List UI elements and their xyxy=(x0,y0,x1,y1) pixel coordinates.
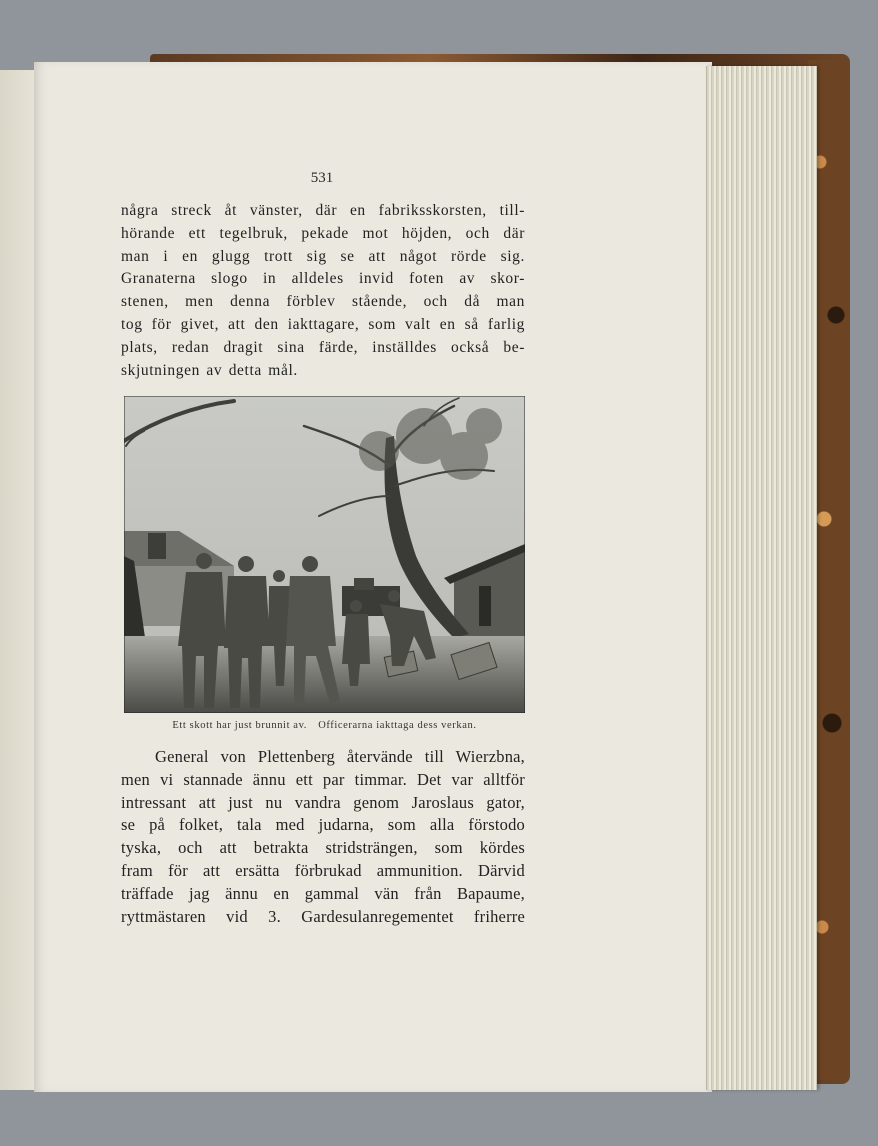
text-line: se på folket, tala med judarna, som alla förstodo xyxy=(121,815,525,835)
caption-part-2: Officerarna iakttaga dess verkan. xyxy=(318,720,477,731)
text-line: General von Plettenberg återvände till Wierzbna, xyxy=(155,747,525,766)
photograph-soldiers-tree xyxy=(124,396,525,713)
text-line: skjutningen av detta mål. xyxy=(121,361,298,379)
top-paragraph xyxy=(121,200,525,382)
text-line: fram för att ersätta förbrukad ammunition. Därvid xyxy=(121,860,525,880)
caption-part-1: Ett skott har just brunnit av. xyxy=(172,720,307,731)
text-line: några streck åt vänster, där en fabriksskorsten, till- xyxy=(121,202,525,219)
photo-caption xyxy=(124,720,525,731)
text-line: hörande ett tegelbruk, pekade mot höjden, och där xyxy=(121,224,525,242)
text-line: tog för givet, att den iakttagare, som valt en så farlig xyxy=(121,315,525,333)
text-line: Granaterna slogo in alldeles invid foten av skor- xyxy=(121,270,525,288)
text-line: ryttmästaren vid 3. Gardesulanregementet friherre xyxy=(121,906,525,926)
text-line: intressant att just nu vandra genom Jaroslaus gator, xyxy=(121,792,525,812)
text-line: stenen, men denna förblev stående, och då man xyxy=(121,293,525,311)
bottom-paragraph xyxy=(121,746,525,928)
text-line: träffade jag ännu en gammal vän från Bapaume, xyxy=(121,883,525,903)
page-stack-edges xyxy=(706,66,817,1090)
text-line: plats, redan dragit sina färde, inställdes också be- xyxy=(121,338,525,356)
halftone-photograph xyxy=(124,396,525,713)
text-line: men vi stannade ännu ett par timmar. Det var alltför xyxy=(121,769,525,789)
text-line: tyska, och att betrakta stridsträngen, som kördes xyxy=(121,838,525,858)
page-number: 531 xyxy=(310,170,334,186)
text-line: man i en glugg trott sig se att något rörde sig. xyxy=(121,247,525,265)
